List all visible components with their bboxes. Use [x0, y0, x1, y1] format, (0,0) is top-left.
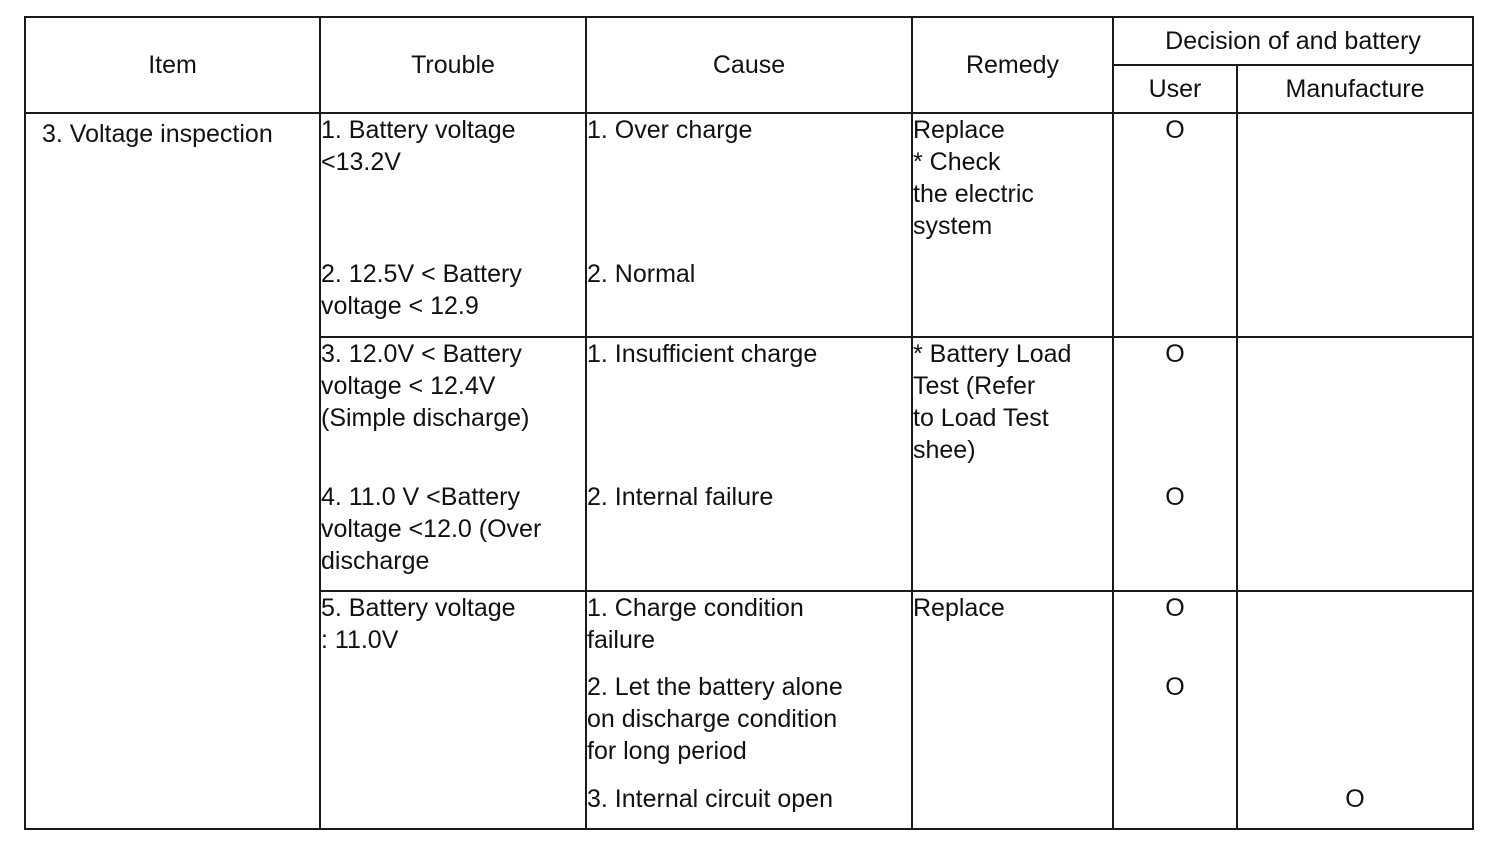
remedy-cell	[912, 591, 1113, 829]
header-remedy: Remedy	[912, 17, 1113, 113]
header-manufacture: Manufacture	[1237, 65, 1473, 113]
trouble-entry: 5. Battery voltage : 11.0V	[321, 594, 516, 654]
cause-cell	[586, 113, 912, 337]
remedy-text: Replace	[913, 594, 1005, 622]
cause-entry: 1. Insufficient charge	[587, 340, 818, 368]
cause-entry: 1. Charge condition failure	[587, 594, 804, 654]
battery-inspection-table	[24, 16, 1474, 830]
user-cell	[1113, 337, 1237, 591]
cause-cell	[586, 337, 912, 591]
trouble-cell	[320, 113, 586, 337]
cause-entry: 2. Normal	[587, 260, 696, 288]
remedy-cell	[912, 113, 1113, 337]
header-trouble: Trouble	[320, 17, 586, 113]
cause-cell	[586, 591, 912, 829]
user-mark: O	[1165, 594, 1185, 622]
trouble-entry: 4. 11.0 V <Battery voltage <12.0 (Over discharge	[321, 483, 542, 575]
trouble-entry: 3. 12.0V < Battery voltage < 12.4V (Simple discharge)	[321, 340, 530, 432]
remedy-cell	[912, 337, 1113, 591]
cause-entry: 2. Internal failure	[587, 483, 774, 511]
manufacture-cell	[1237, 337, 1473, 591]
user-mark: O	[1165, 340, 1185, 368]
header-user: User	[1113, 65, 1237, 113]
manufacture-mark: O	[1345, 785, 1365, 813]
item-label: 3. Voltage inspection	[42, 120, 273, 148]
user-cell	[1113, 113, 1237, 337]
trouble-entry: 2. 12.5V < Battery voltage < 12.9	[321, 260, 522, 320]
cause-entry: 2. Let the battery alone on discharge condition for long period	[587, 673, 843, 765]
header-cause: Cause	[586, 17, 912, 113]
user-mark: O	[1165, 483, 1185, 511]
manufacture-cell	[1237, 113, 1473, 337]
table-row	[25, 113, 1473, 337]
trouble-entry: 1. Battery voltage <13.2V	[321, 116, 516, 176]
cause-entry: 1. Over charge	[587, 116, 753, 144]
manufacture-cell	[1237, 591, 1473, 829]
trouble-cell	[320, 337, 586, 591]
user-mark: O	[1165, 116, 1185, 144]
trouble-cell	[320, 591, 586, 829]
header-decision: Decision of and battery	[1113, 17, 1473, 65]
user-mark: O	[1165, 673, 1185, 701]
header-item: Item	[25, 17, 320, 113]
remedy-text: Replace * Check the electric system	[913, 116, 1034, 240]
cause-entry: 3. Internal circuit open	[587, 785, 833, 813]
item-cell	[25, 113, 320, 829]
user-cell	[1113, 591, 1237, 829]
remedy-text: * Battery Load Test (Refer to Load Test shee)	[913, 340, 1072, 464]
